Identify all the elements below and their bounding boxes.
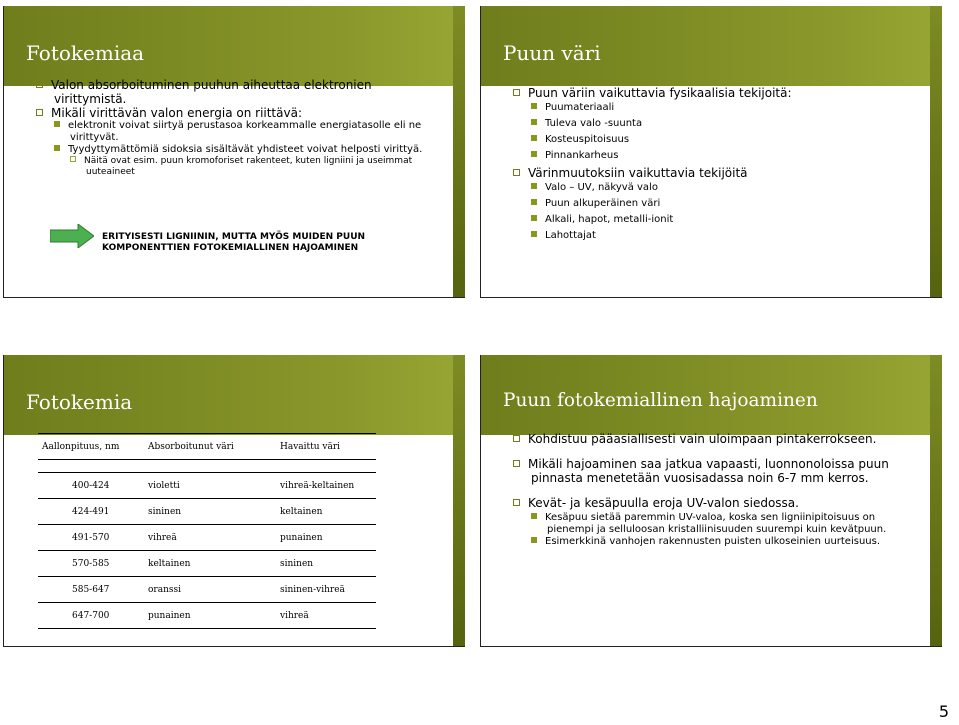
filled-bullet-icon	[531, 199, 537, 205]
slide-title: Fotokemiaa	[26, 41, 145, 65]
sub-bullet: Tyydyttymättömiä sidoksia sisältävät yhdisteet voivat helposti virittyä.	[54, 144, 445, 156]
slide-content	[513, 432, 922, 548]
column-header: Absorboitunut väri	[148, 441, 234, 452]
table-row	[38, 577, 376, 603]
sub-bullet: Kesäpuu sietää paremmin UV-valoa, koska sen ligniinipitoisuus on pienempi ja selluloosan kristalliinisuuden suurempi kuin kevätpuun.	[531, 512, 922, 536]
sub-bullet: Tuleva valo -suunta	[531, 116, 922, 132]
table-row	[38, 525, 376, 551]
wavelength-color-table	[38, 433, 376, 629]
sub-bullet: Kosteuspitoisuus	[531, 132, 922, 148]
sub-bullet: Pinnankarheus	[531, 148, 922, 164]
table-spacer	[38, 460, 376, 473]
table-cell: vihreä	[148, 532, 177, 543]
title-bar	[481, 6, 942, 86]
sub-sub-bullet: Näitä ovat esim. puun kromoforiset rakenteet, kuten ligniini ja useimmat uuteaineet	[70, 156, 445, 178]
table-cell: 570-585	[72, 558, 110, 569]
sub-bullet: elektronit voivat siirtyä perustasoa korkeammalle energiatasolle eli ne virittyvät.	[54, 120, 445, 144]
title-bar	[481, 355, 942, 435]
highlight-note: ERITYISESTI LIGNIININ, MUTTA MYÖS MUIDEN PUUN KOMPONENTTIEN FOTOKEMIALLINEN HAJOAMINEN	[102, 232, 366, 253]
page-number: 5	[938, 702, 949, 721]
sub-bullet: Puun alkuperäinen väri	[531, 196, 922, 212]
slide-fotokemiallinen-hajoaminen	[480, 355, 942, 647]
slide-sidebar	[930, 355, 942, 646]
filled-bullet-icon	[54, 121, 60, 127]
bullet: Puun väriin vaikuttavia fysikaalisia tekijoitä:	[513, 86, 922, 100]
table-row	[38, 603, 376, 629]
table-cell: 424-491	[72, 506, 110, 517]
bullet: Kevät- ja kesäpuulla eroja UV-valon siedossa.	[513, 496, 922, 510]
slide-sidebar	[453, 6, 465, 297]
filled-bullet-icon	[531, 183, 537, 189]
bullet: Valon absorboituminen puuhun aiheuttaa elektronien virittymistä.	[36, 78, 445, 106]
table-cell: sininen	[280, 558, 314, 569]
slide-sidebar	[930, 6, 942, 297]
table-cell: punainen	[280, 532, 323, 543]
table-row	[38, 551, 376, 577]
sub-bullet: Alkali, hapot, metalli-ionit	[531, 212, 922, 228]
table-cell: violetti	[148, 480, 180, 491]
filled-bullet-icon	[531, 231, 537, 237]
square-bullet-icon	[513, 89, 520, 96]
filled-bullet-icon	[531, 537, 537, 543]
table-cell: punainen	[148, 610, 191, 621]
table-cell: sininen-vihreä	[280, 584, 345, 595]
slide-puun-vari	[480, 6, 942, 298]
arrow-icon	[50, 224, 94, 248]
column-header: Aallonpituus, nm	[42, 441, 120, 452]
square-bullet-icon	[513, 435, 520, 442]
square-bullet-icon	[36, 81, 43, 88]
sub-bullet: Lahottajat	[531, 228, 922, 244]
table-cell: 585-647	[72, 584, 110, 595]
square-bullet-icon	[513, 460, 520, 467]
title-bar	[4, 355, 465, 435]
slide-title: Fotokemia	[26, 390, 133, 414]
table-row	[38, 499, 376, 525]
table-header-row	[38, 434, 376, 460]
table-cell: 400-424	[72, 480, 110, 491]
square-bullet-icon	[513, 499, 520, 506]
filled-bullet-icon	[531, 151, 537, 157]
filled-bullet-icon	[531, 119, 537, 125]
table-cell: oranssi	[148, 584, 181, 595]
sub-bullet: Esimerkkinä vanhojen rakennusten puisten ulkoseinien uurteisuus.	[531, 536, 922, 548]
table-cell: vihreä-keltainen	[280, 480, 355, 491]
table-cell: sininen	[148, 506, 182, 517]
filled-bullet-icon	[531, 135, 537, 141]
slide-content	[36, 78, 445, 178]
bullet: Mikäli hajoaminen saa jatkua vapaasti, luonnonoloissa puun pinnasta menetetään vuosisadassa noin 6-7 mm kerros.	[513, 457, 922, 485]
slide-fotokemiaa	[3, 6, 465, 298]
table-cell: vihreä	[280, 610, 309, 621]
square-bullet-icon	[36, 109, 43, 116]
filled-bullet-icon	[531, 215, 537, 221]
table-row	[38, 473, 376, 499]
slide-sidebar	[453, 355, 465, 646]
sub-bullet: Puumateriaali	[531, 100, 922, 116]
small-square-bullet-icon	[70, 156, 76, 162]
filled-bullet-icon	[531, 513, 537, 519]
filled-bullet-icon	[531, 103, 537, 109]
column-header: Havaittu väri	[280, 441, 341, 452]
slide-title: Puun väri	[503, 41, 601, 65]
table-cell: keltainen	[280, 506, 323, 517]
slide-title: Puun fotokemiallinen hajoaminen	[503, 390, 818, 411]
table-cell: keltainen	[148, 558, 191, 569]
table-cell: 491-570	[72, 532, 110, 543]
bullet: Värinmuutoksiin vaikuttavia tekijöitä	[513, 166, 922, 180]
bullet: Kohdistuu pääasiallisesti vain uloimpaan pintakerrokseen.	[513, 432, 922, 446]
bullet: Mikäli virittävän valon energia on riittävä:	[36, 106, 445, 120]
sub-bullet: Valo – UV, näkyvä valo	[531, 180, 922, 196]
slide-content	[513, 86, 922, 244]
title-bar	[4, 6, 465, 86]
filled-bullet-icon	[54, 145, 60, 151]
square-bullet-icon	[513, 169, 520, 176]
table-cell: 647-700	[72, 610, 110, 621]
